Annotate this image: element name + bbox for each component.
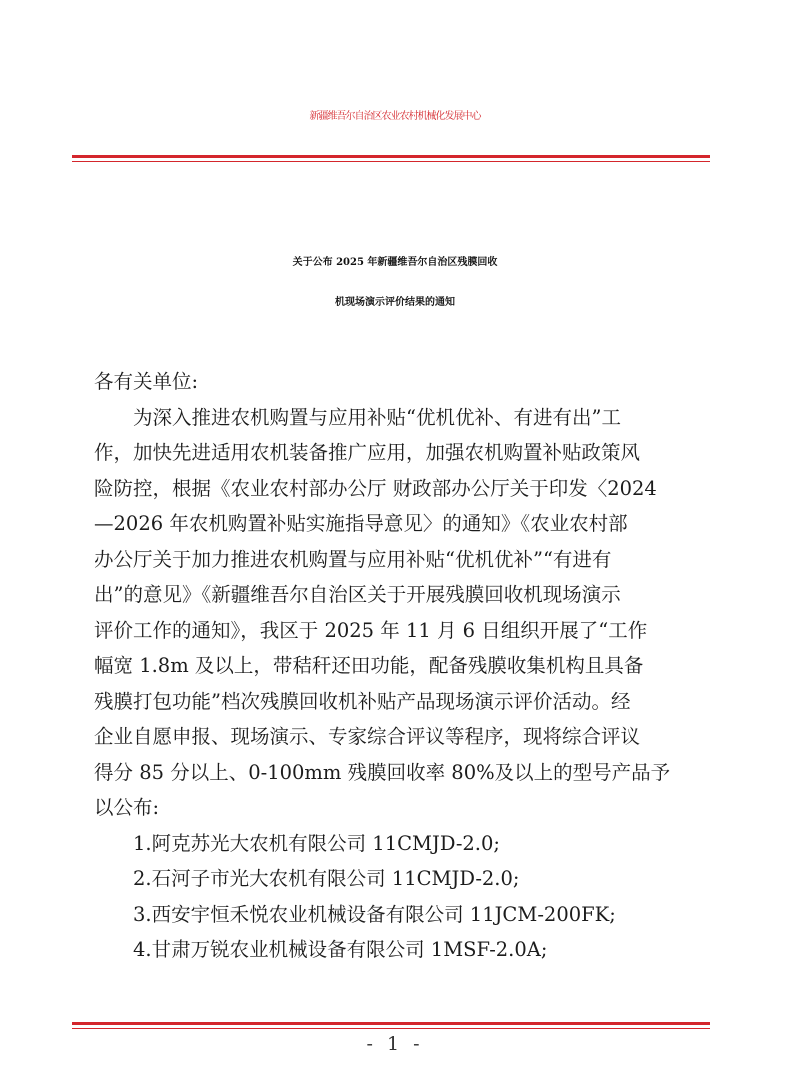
document-title-line-1: 关于公布 2025 年新疆维吾尔自治区残膜回收 [292,257,498,268]
document-title [60,243,730,323]
paragraph-line: 以公布: [94,796,160,819]
main-paragraph [94,400,698,826]
paragraph-line: 幅宽 1.8m 及以上，带秸秆还田功能，配备残膜收集机构且具备 [94,654,644,677]
paragraph-line: 企业自愿申报、现场演示、专家综合评议等程序，现将综合评议 [94,725,641,748]
header-red-rule-thin [72,161,710,162]
paragraph-line: 办公厅关于加力推进农机购置与应用补贴“优机优补”“有进有 [94,547,612,571]
list-item-4: 4.甘肃万锐农业机械设备有限公司 1MSF-2.0A; [133,938,548,961]
paragraph-line: 作，加快先进适用农机装备推广应用，加强农机购置补贴政策风 [94,441,641,464]
paragraph-line: 为深入推进农机购置与应用补贴“优机优补、有进有出”工 [133,405,621,429]
list-item-1: 1.阿克苏光大农机有限公司 11CMJD-2.0; [133,831,500,855]
paragraph-line: 评价工作的通知》，我区于 2025 年 11 月 6 日组织开展了“工作 [94,618,648,642]
paragraph-line: —2026 年农机购置补贴实施指导意见〉的通知》《农业农村部 [94,512,628,535]
document-title-line-2: 机现场演示评价结果的通知 [335,297,455,308]
salutation: 各有关单位: [94,370,199,393]
paragraph-line: 得分 85 分以上、0-100mm 残膜回收率 80%及以上的型号产品予 [94,760,671,784]
document-body [94,364,698,968]
paragraph-line: 险防控，根据《农业农村部办公厅 财政部办公厅关于印发〈2024 [94,476,657,500]
list-item-3: 3.西安宇恒禾悦农业机械设备有限公司 11JCM-200FK; [133,902,616,926]
organization-header: 新疆维吾尔自治区农业农村机械化发展中心 [309,111,481,122]
header-red-rule-thick [72,155,710,158]
footer-red-rule-thin [72,1028,710,1029]
paragraph-line: 出”的意见》《新疆维吾尔自治区关于开展残膜回收机现场演示 [94,583,621,606]
list-item-2: 2.石河子市光大农机有限公司 11CMJD-2.0; [133,867,520,890]
page-number: - 1 - [366,1033,424,1055]
footer-red-rule-thick [72,1022,710,1025]
paragraph-line: 残膜打包功能”档次残膜回收机补贴产品现场演示评价活动。经 [94,689,631,713]
